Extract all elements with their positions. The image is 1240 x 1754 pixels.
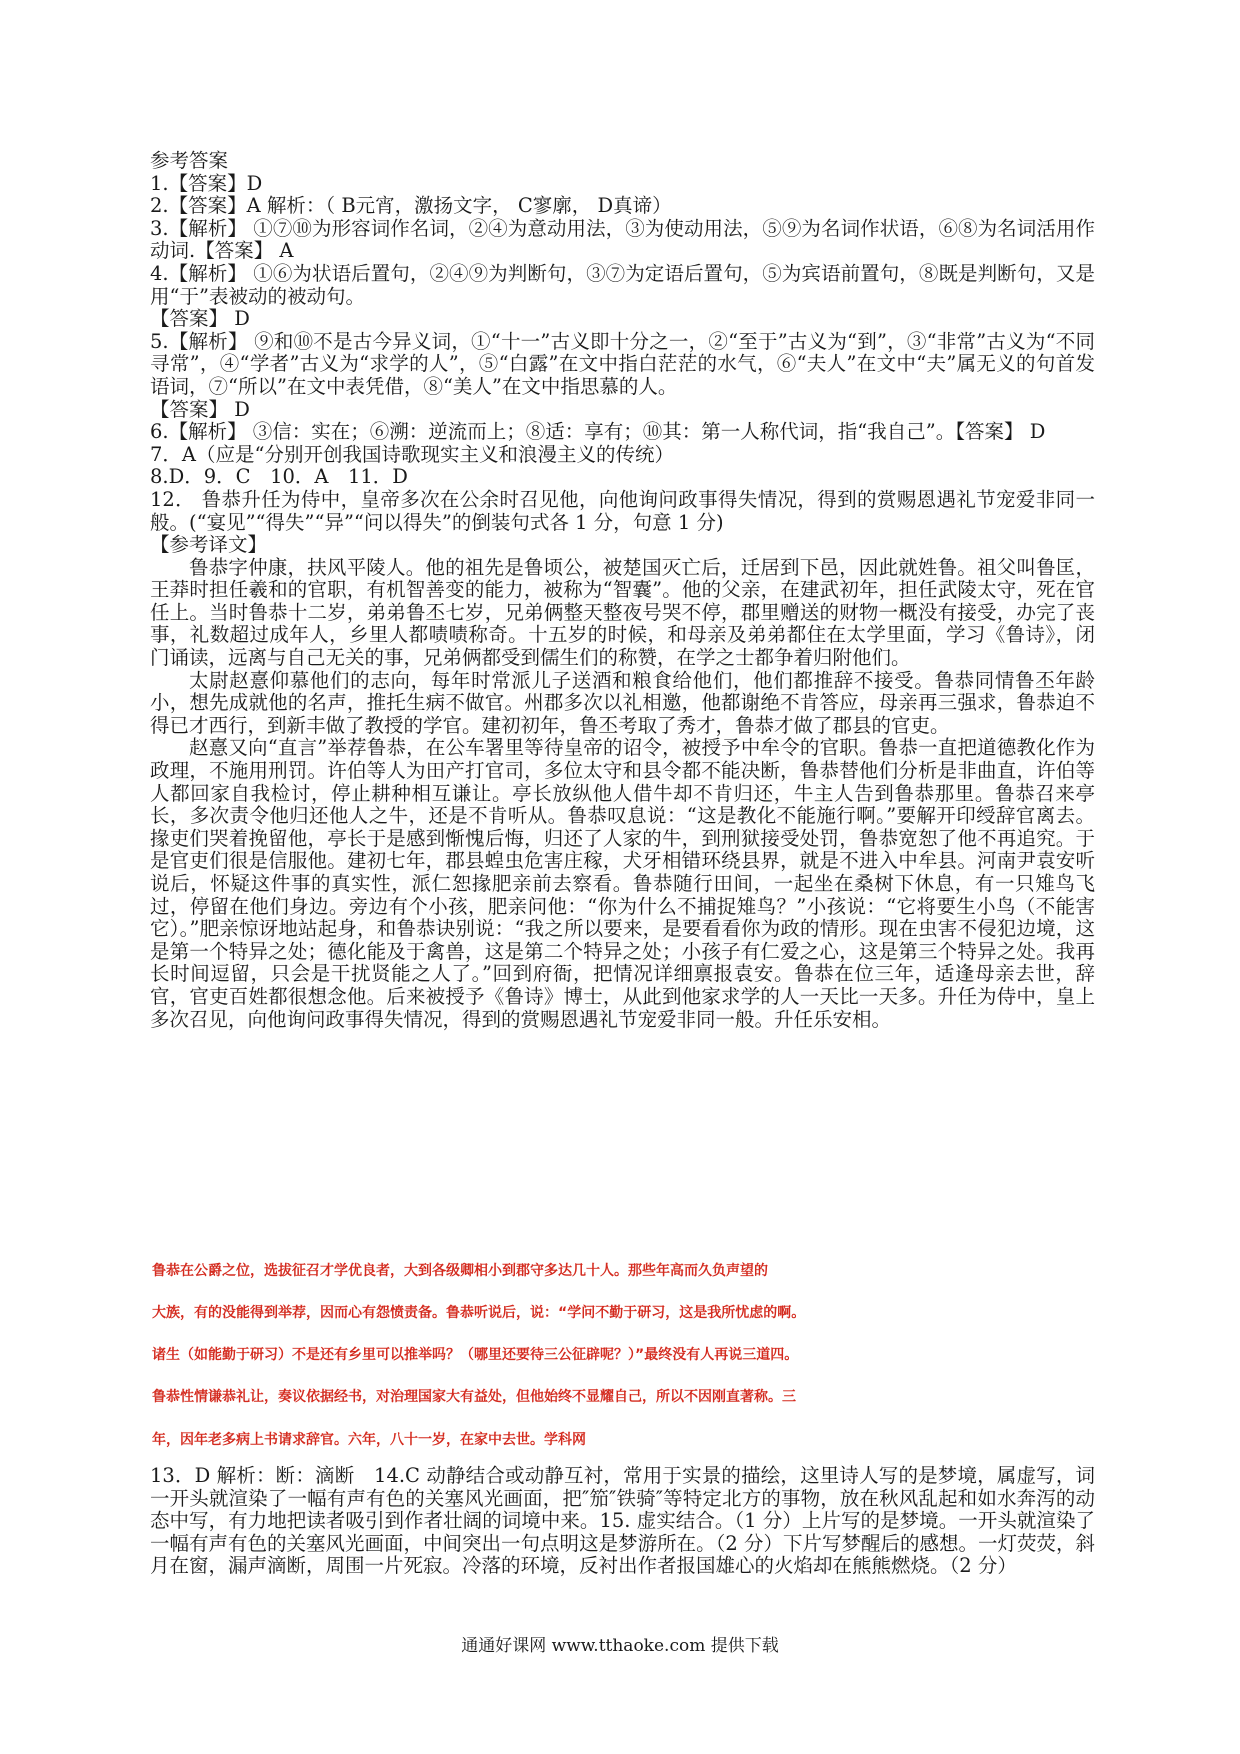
- red-text-line: 鲁恭在公爵之位，选拔征召才学优良者，大到各级卿相小到郡守多达几十人。那些年高而久负声望的: [152, 1263, 768, 1279]
- answer-line: 1.【答案】D: [150, 171, 263, 195]
- answer-heading: 参考答案: [150, 149, 229, 172]
- translation-heading: 【参考译文】: [150, 533, 268, 557]
- answer-line: 3.【解析】 ①⑦⑩为形容词作名词，②④为意动用法，③为使动用法，⑤⑨为名词作状语，⑥⑧为名词活用作动词.【答案】 A: [150, 216, 1095, 263]
- translation-paragraph: 鲁恭字仲康，扶风平陵人。他的祖先是鲁顷公，被楚国灭亡后，迁居到下邑，因此就姓鲁。祖父叫鲁匡，王莽时担任羲和的官职，有机智善变的能力，被称为“智囊”。他的父亲，在建武初年，担任武陵太守，死在官任上。当时鲁恭十二岁，弟弟鲁丕七岁，兄弟俩整天整夜号哭不停，郡里赠送的财物一概没有接受，办完了丧事，礼数超过成年人，乡里人都啧啧称奇。十五岁的时候，和母亲及弟弟都住在太学里面，学习《鲁诗》，闭门诵读，远离与自己无关的事，兄弟俩都受到儒生们的称赞，在学之士都争着归附他们。: [150, 555, 1095, 670]
- answer-line: 【答案】 D: [150, 397, 250, 421]
- answer-line: 8.D．9．C 10．A 11．D: [150, 465, 408, 489]
- translation-paragraph: 赵憙又向“直言”举荐鲁恭，在公车署里等待皇帝的诏令，被授予中牟令的官职。鲁恭一直把道德教化作为政理，不施用刑罚。许伯等人为田产打官司，多位太守和县令都不能决断，鲁恭替他们分析是非曲直，许伯等人都回家自我检讨，停止耕种相互谦让。亭长放纵他人借牛却不肯归还，牛主人告到鲁恭那里。鲁恭召来亭长，多次责令他归还他人之牛，还是不肯听从。鲁恭叹息说：“这是教化不能施行啊。”要解开印绶辞官离去。掾吏们哭着挽留他，亭长于是感到惭愧后悔，归还了人家的牛，到刑狱接受处罚，鲁恭宽恕了他不再追究。于是官吏们很是信服他。建初七年，郡县蝗虫危害庄稼，犬牙相错环绕县界，就是不进入中牟县。河南尹袁安听说后，怀疑这件事的真实性，派仁恕掾肥亲前去察看。鲁恭随行田间，一起坐在桑树下休息，有一只雉鸟飞过，停留在他们身边。旁边有个小孩，肥亲问他：“你为什么不捕捉雉鸟？”小孩说：“它将要生小鸟（不能害它）。”肥亲惊讶地站起身，和鲁恭诀别说：“我之所以要来，是要看看你为政的情形。现在虫害不侵犯边境，这是第一个特异之处；德化能及于禽兽，这是第二个特异之处；小孩子有仁爱之心，这是第三个特异之处。我再长时间逗留，只会是干扰贤能之人了。”回到府衙，把情况详细禀报袁安。鲁恭在位三年，适逢母亲去世，辞官，官吏百姓都很想念他。后来被授予《鲁诗》博士，从此到他家求学的人一天比一天多。升任为侍中，皇上多次召见，向他询问政事得失情况，得到的赏赐恩遇礼节宠爱非同一般。升任乐安相。: [150, 736, 1095, 1031]
- red-text-line: 诸生（如能勤于研习）不是还有乡里可以推举吗？（哪里还要待三公征辟呢？）”最终没有人再说三道四。: [152, 1347, 799, 1363]
- page-footer: 通通好课网 www.tthaoke.com 提供下载: [461, 1636, 779, 1656]
- answer-line: 7．A（应是“分别开创我国诗歌现实主义和浪漫主义的传统）: [150, 442, 674, 466]
- answer-line: 6.【解析】 ③信：实在；⑥溯：逆流而上；⑧适：享有；⑩其：第一人称代词，指“我自己”。【答案】 D: [150, 420, 1046, 444]
- tail-paragraph: 13．D 解析：断：滴断 14.C 动静结合或动静互衬，常用于实景的描绘，这里诗人写的是梦境，属虚写，词一开头就渲染了一幅有声有色的关塞风光画面，把″笳″铁骑″等特定北方的事物，放在秋风乱起和如水奔泻的动态中写，有力地把读者吸引到作者壮阔的词境中来。15. 虚实结合。（1 分）上片写的是梦境。一开头就渲染了一幅有声有色的关塞风光画面，中间突出一句点明这是梦游所在。（2 分）下片写梦醒后的感想。一灯荧荧，斜月在窗，漏声滴断，周围一片死寂。冷落的环境，反衬出作者报国雄心的火焰却在熊熊燃烧。（2 分）: [150, 1464, 1095, 1578]
- answer-line: 【答案】 D: [150, 307, 250, 331]
- translation-paragraph: 太尉赵憙仰慕他们的志向，每年时常派儿子送酒和粮食给他们，他们都推辞不接受。鲁恭同情鲁丕年龄小，想先成就他的名声，推托生病不做官。州郡多次以礼相邀，他都谢绝不肯答应，母亲再三强求，鲁恭迫不得已才西行，到新丰做了教授的学官。建初初年，鲁丕考取了秀才，鲁恭才做了郡县的官吏。: [150, 668, 1095, 737]
- red-text-line: 鲁恭性情谦恭礼让，奏议依据经书，对治理国家大有益处，但他始终不显耀自己，所以不因刚直著称。三: [152, 1389, 796, 1405]
- red-text-line: 大族，有的没能得到举荐，因而心有怨愤责备。鲁恭听说后，说：“学问不勤于研习，这是我所忧虑的啊。: [152, 1305, 806, 1321]
- tail-answers: [150, 1465, 1095, 1578]
- answer-line: 4.【解析】 ①⑥为状语后置句，②④⑨为判断句，③⑦为定语后置句，⑤为宾语前置句，⑧既是判断句，又是用“于”表被动的被动句。: [150, 261, 1095, 308]
- answer-line: 5.【解析】 ⑨和⑩不是古今异义词，①“十一”古义即十分之一，②“至于”古义为“到”，③“非常”古义为“不同寻常”，④“学者”古义为“求学的人”，⑤“白露”在文中指白茫茫的水气，⑥“夫人”在文中“夫”属无义的句首发语词，⑦“所以”在文中表凭借，⑧“美人”在文中指思慕的人。: [150, 329, 1095, 398]
- answer-line: 12． 鲁恭升任为侍中，皇帝多次在公余时召见他，向他询问政事得失情况，得到的赏赐恩遇礼节宠爱非同一般。(“宴见”“得失”“异”“问以得失”的倒装句式各 1 分，句意 1 分): [150, 487, 1095, 534]
- red-text-line: 年，因年老多病上书请求辞官。六年，八十一岁，在家中去世。学科网: [152, 1432, 586, 1448]
- answer-section: [150, 150, 1095, 1031]
- answer-line: 2.【答案】A 解析：（ B元宵，激扬文字， C寥廓， D真谛）: [150, 194, 672, 218]
